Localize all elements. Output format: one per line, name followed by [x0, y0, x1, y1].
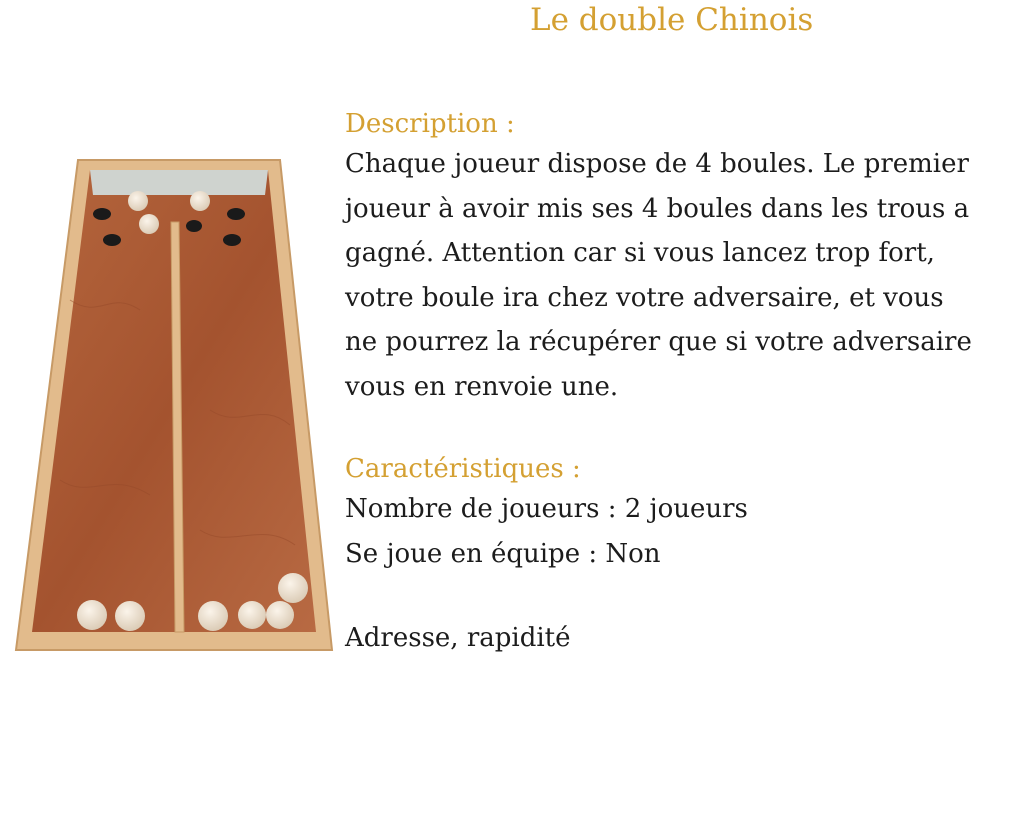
characteristics-heading: Caractéristiques : [345, 454, 581, 484]
description-line: Chaque joueur dispose de 4 boules. Le premier [345, 149, 969, 179]
description-heading: Description : [345, 109, 515, 139]
skills: Adresse, rapidité [345, 623, 571, 653]
description-line: votre boule ira chez votre adversaire, et vous [345, 282, 944, 313]
description-line: joueur à avoir mis ses 4 boules dans les trous a [345, 193, 970, 224]
page-title: Le double Chinois [530, 2, 814, 38]
players-count: Nombre de joueurs : 2 joueurs [345, 494, 748, 524]
description-line: vous en renvoie une. [345, 371, 619, 402]
description-line: ne pourrez la récupérer que si votre adversaire [345, 327, 972, 357]
team-play: Se joue en équipe : Non [345, 538, 661, 569]
content-block [345, 106, 1015, 661]
description-line: gagné. Attention car si vous lancez trop fort, [345, 238, 935, 268]
board-game-image [10, 150, 340, 670]
